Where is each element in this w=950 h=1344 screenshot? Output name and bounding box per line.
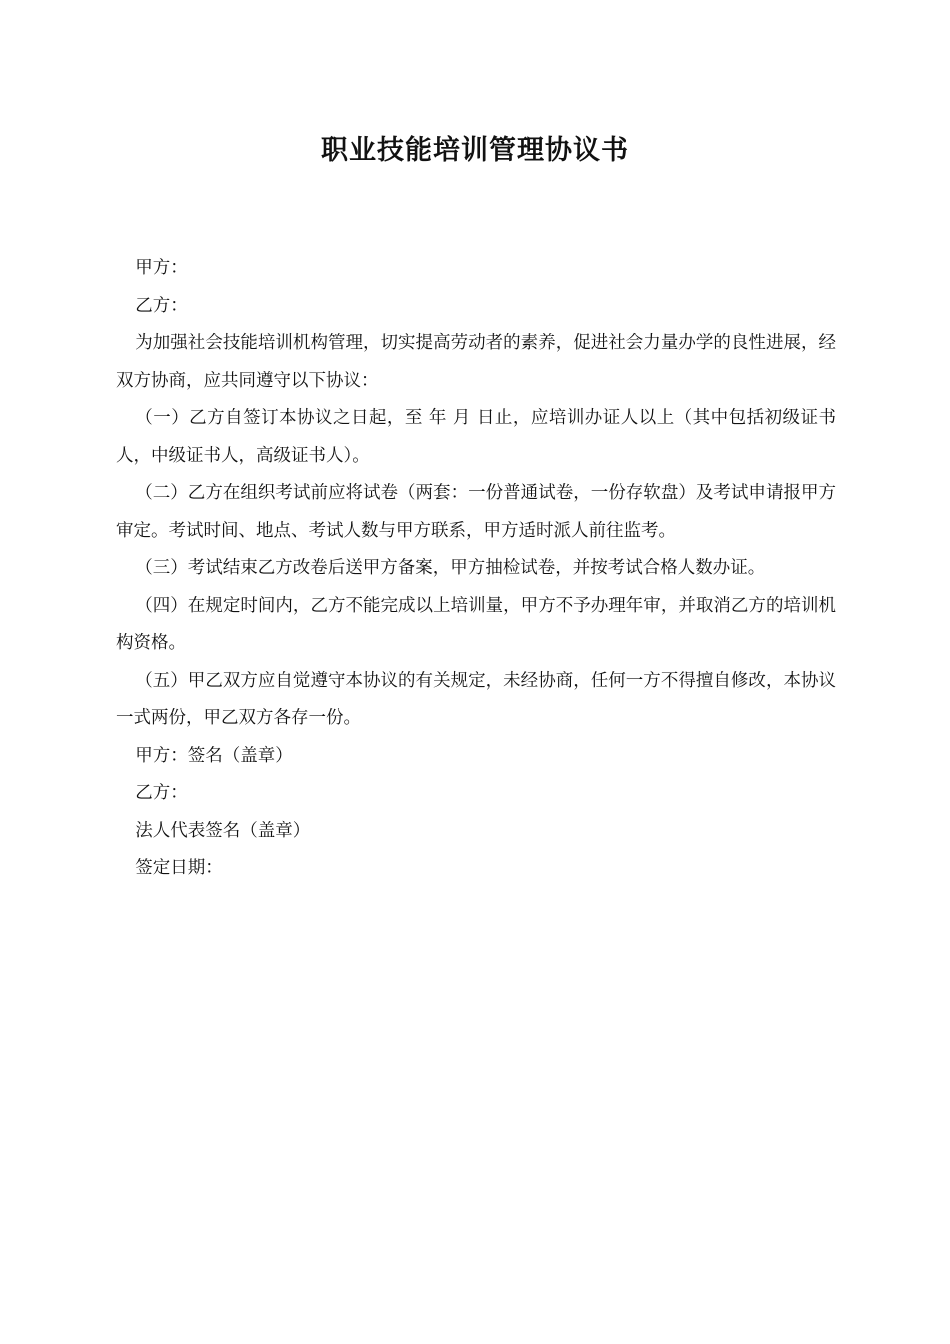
signing-date-line: 签定日期： bbox=[135, 858, 223, 878]
legal-representative-signature-line: 法人代表签名（盖章） bbox=[135, 820, 311, 841]
clause-1: （一）乙方自签订本协议之日起，至 年 月 日止，应培训办证人以上（其中包括初级证书人，中级证书人，高级证书人）。 bbox=[116, 408, 836, 466]
document-title: 职业技能培训管理协议书 bbox=[321, 135, 629, 166]
clause-5: （五）甲乙双方应自觉遵守本协议的有关规定，未经协商，任何一方不得擅自修改，本协议一式两份，甲乙双方各存一份。 bbox=[116, 670, 836, 728]
party-a-signature-line: 甲方：签名（盖章） bbox=[135, 745, 293, 766]
party-a-line: 甲方： bbox=[135, 258, 188, 278]
clause-3: （三）考试结束乙方改卷后送甲方备案，甲方抽检试卷，并按考试合格人数办证。 bbox=[135, 558, 766, 578]
party-b-line: 乙方： bbox=[135, 295, 188, 316]
intro-paragraph: 为加强社会技能培训机构管理，切实提高劳动者的素养，促进社会力量办学的良性进展，经双方协商，应共同遵守以下协议： bbox=[116, 333, 836, 391]
clause-2: （二）乙方在组织考试前应将试卷（两套：一份普通试卷，一份存软盘）及考试申请报甲方审定。考试时间、地点、考试人数与甲方联系，甲方适时派人前往监考。 bbox=[116, 483, 836, 541]
party-b-signature-line: 乙方： bbox=[135, 783, 188, 803]
document-body bbox=[116, 250, 836, 888]
clause-4: （四）在规定时间内，乙方不能完成以上培训量，甲方不予办理年审，并取消乙方的培训机构资格。 bbox=[116, 595, 836, 653]
